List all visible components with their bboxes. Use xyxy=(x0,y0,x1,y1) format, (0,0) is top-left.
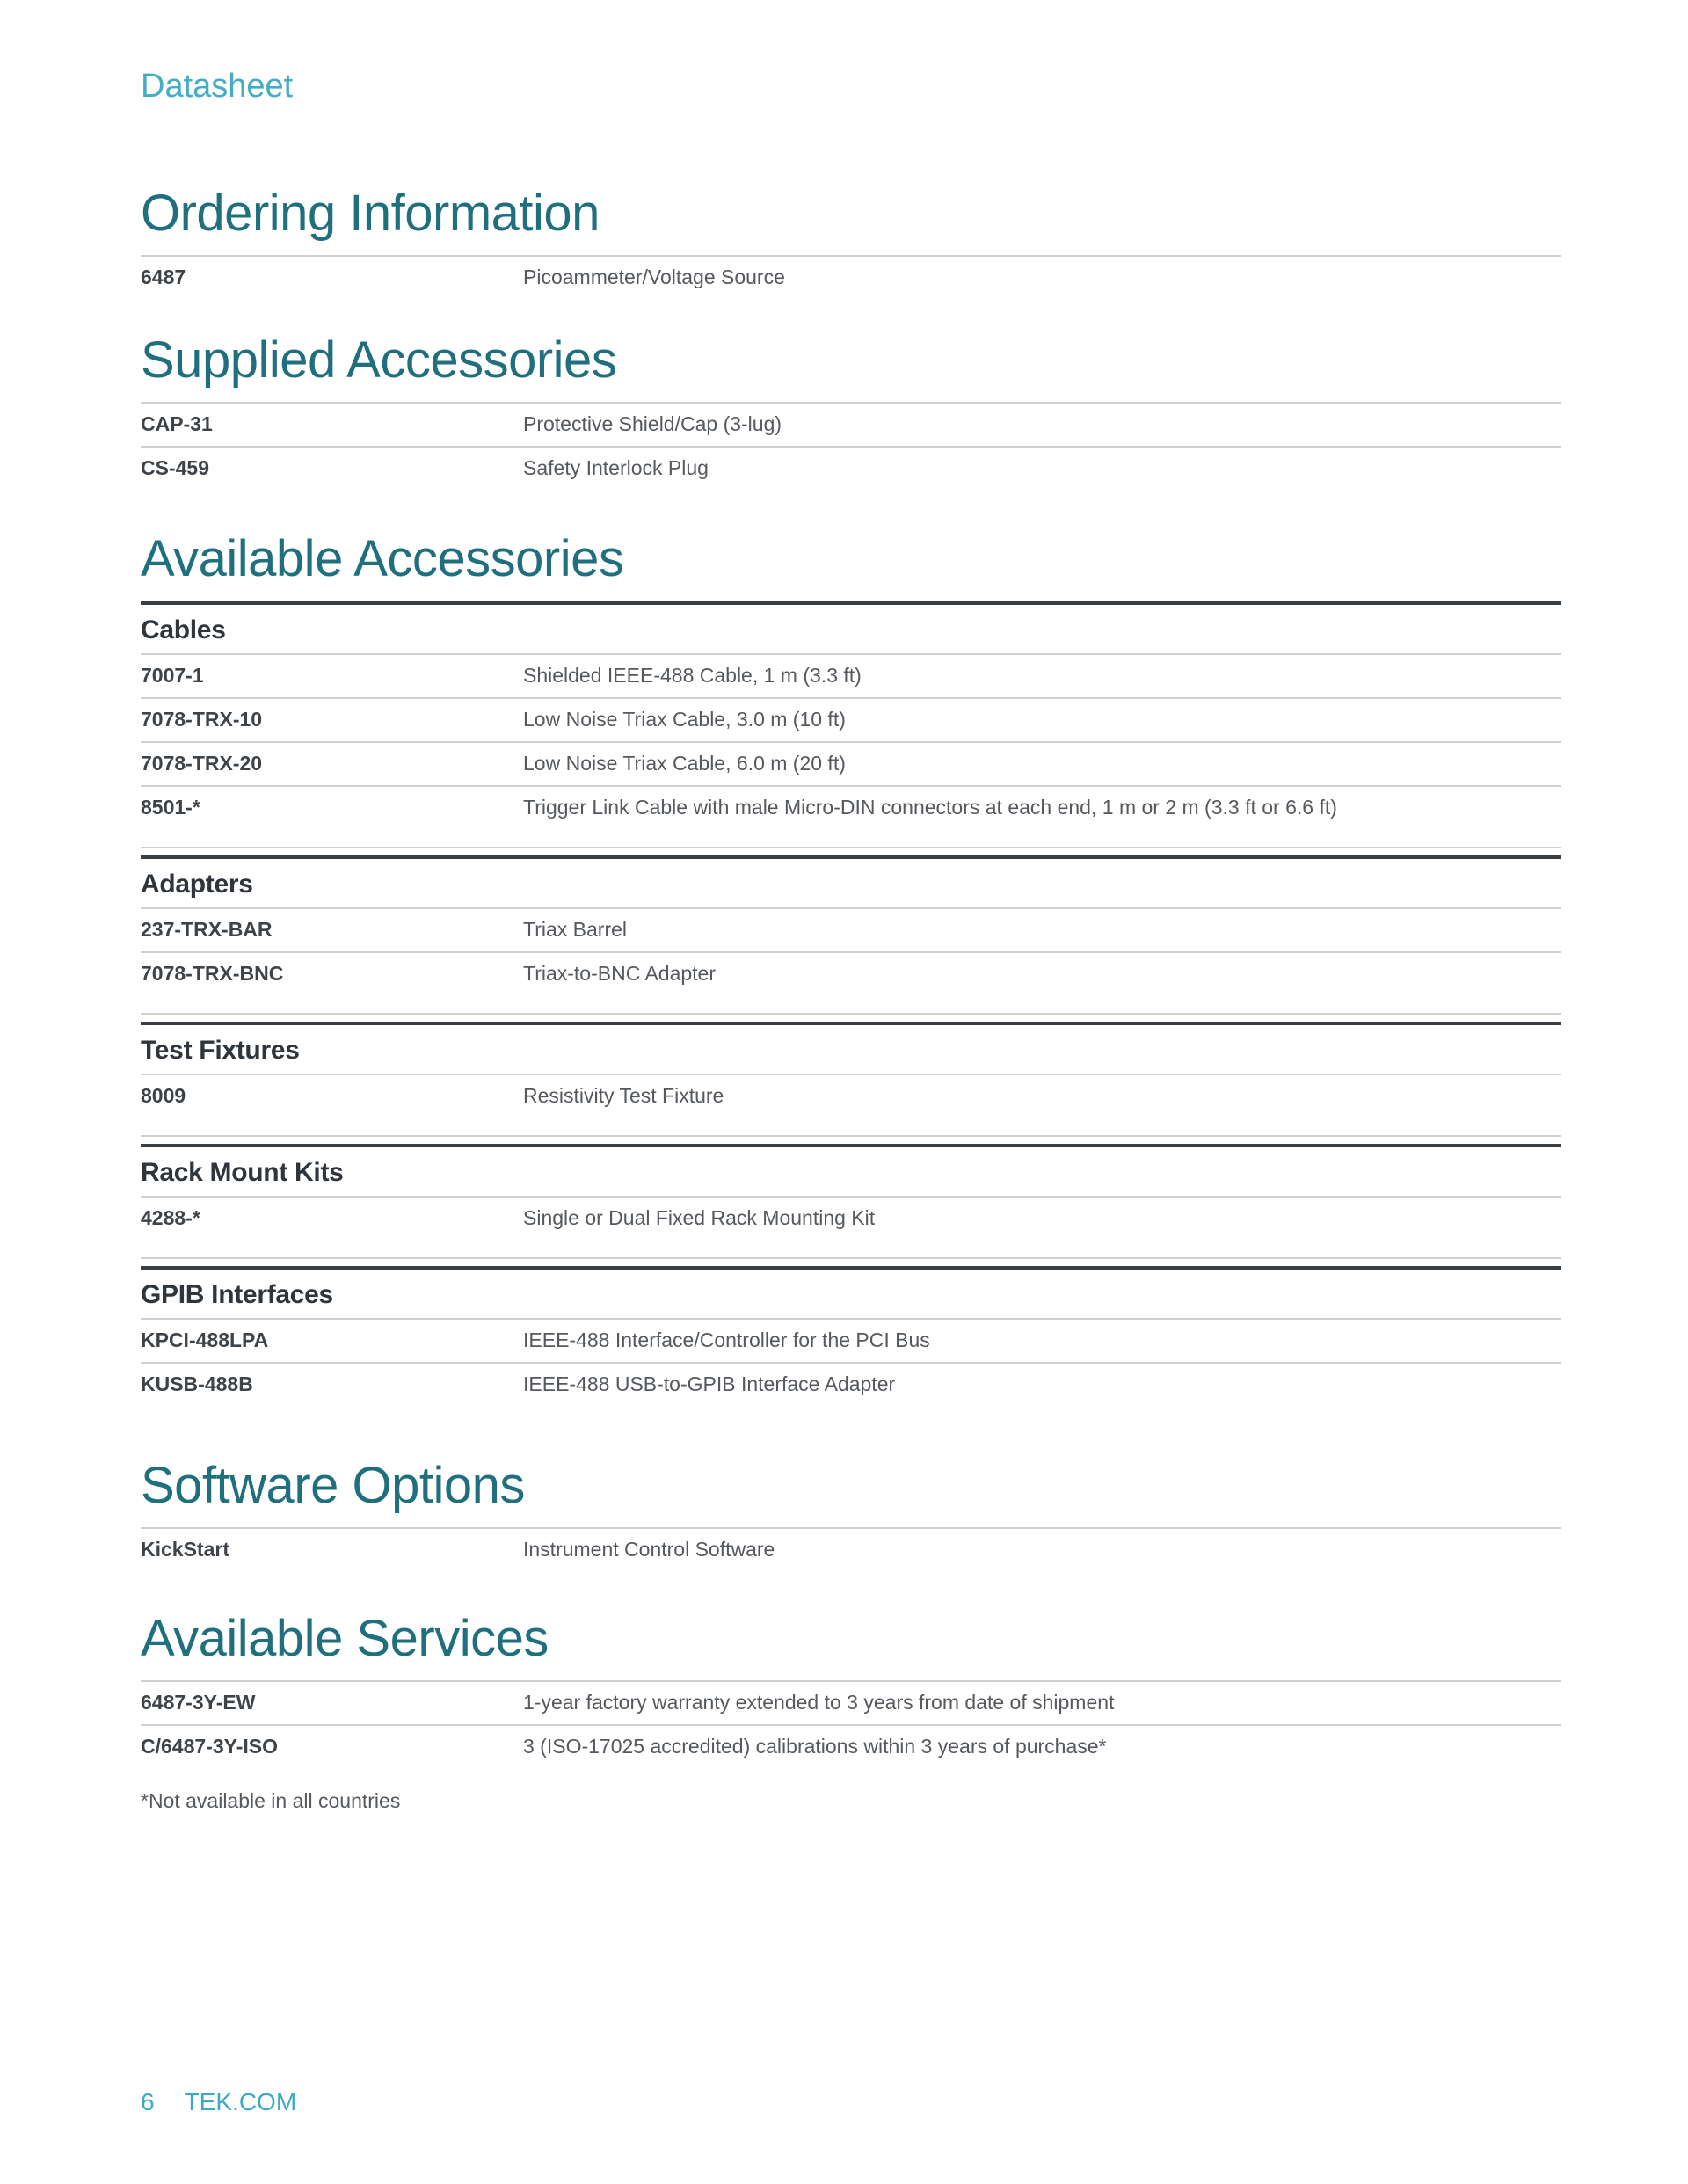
rows-table xyxy=(141,255,1561,299)
table-row xyxy=(141,1362,1561,1423)
table-row xyxy=(141,951,1561,1013)
description-cell: Shielded IEEE-488 Cable, 1 m (3.3 ft) xyxy=(523,664,862,687)
subsection-divider xyxy=(141,847,1561,855)
section-title: Supplied Accessories xyxy=(141,331,617,389)
table-row xyxy=(141,1196,1561,1257)
model-number-cell: 8009 xyxy=(141,1084,186,1107)
model-number-cell: 6487 xyxy=(141,266,186,288)
rows-table xyxy=(141,1680,1561,1768)
model-number-cell: KPCI-488LPA xyxy=(141,1329,269,1351)
page-footer xyxy=(141,2089,296,2115)
subsection-divider xyxy=(141,1013,1561,1022)
rows-table xyxy=(141,653,1561,847)
accessory-subsection xyxy=(141,1266,1561,1423)
model-number-cell: C/6487-3Y-ISO xyxy=(141,1735,278,1758)
tek-com-link[interactable]: TEK.COM xyxy=(184,2088,297,2115)
accessory-subsection xyxy=(141,855,1561,1013)
table-row xyxy=(141,697,1561,741)
model-number-cell: 8501-* xyxy=(141,796,200,819)
table-row xyxy=(141,1527,1561,1571)
model-number-cell: CAP-31 xyxy=(141,412,213,435)
table-row xyxy=(141,402,1561,446)
section-title: Software Options xyxy=(141,1457,525,1514)
section-ordering-information xyxy=(141,185,1561,299)
rows-table xyxy=(141,1527,1561,1571)
accessory-subsection xyxy=(141,1144,1561,1257)
section-title: Available Accessories xyxy=(141,530,624,587)
page-number: 6 xyxy=(141,2088,155,2115)
subsection-divider xyxy=(141,1135,1561,1144)
rows-table xyxy=(141,1074,1561,1135)
description-cell: Triax-to-BNC Adapter xyxy=(523,962,716,985)
rows-table xyxy=(141,1318,1561,1423)
subsection-divider xyxy=(141,1257,1561,1266)
model-number-cell: CS-459 xyxy=(141,456,209,479)
description-cell: Instrument Control Software xyxy=(523,1538,775,1561)
rows-table xyxy=(141,1196,1561,1257)
model-number-cell: 4288-* xyxy=(141,1206,200,1229)
section-supplied-accessories xyxy=(141,331,1561,490)
rows-table xyxy=(141,402,1561,490)
description-cell: Safety Interlock Plug xyxy=(523,456,709,479)
section-title: Ordering Information xyxy=(141,185,600,242)
description-cell: IEEE-488 USB-to-GPIB Interface Adapter xyxy=(523,1372,896,1395)
table-row xyxy=(141,653,1561,697)
section-available-services xyxy=(141,1610,1561,1812)
subsection-title: Cables xyxy=(141,615,226,644)
description-cell: Low Noise Triax Cable, 3.0 m (10 ft) xyxy=(523,708,846,731)
rows-table xyxy=(141,907,1561,1013)
subsection-title: GPIB Interfaces xyxy=(141,1280,333,1309)
subsection-title: Adapters xyxy=(141,870,253,899)
section-title: Available Services xyxy=(141,1610,549,1667)
model-number-cell: 237-TRX-BAR xyxy=(141,918,273,941)
table-row xyxy=(141,446,1561,490)
footnote: *Not available in all countries xyxy=(141,1789,401,1812)
description-cell: Triax Barrel xyxy=(523,918,627,941)
accessory-subsection xyxy=(141,1022,1561,1135)
description-cell: 3 (ISO-17025 accredited) calibrations within 3 years of purchase* xyxy=(523,1735,1107,1758)
model-number-cell: 7078-TRX-10 xyxy=(141,708,263,731)
description-cell: Protective Shield/Cap (3-lug) xyxy=(523,412,782,435)
table-row xyxy=(141,1724,1561,1768)
table-row xyxy=(141,785,1561,847)
table-row xyxy=(141,741,1561,785)
description-cell: IEEE-488 Interface/Controller for the PCI Bus xyxy=(523,1329,930,1351)
accessory-subsection xyxy=(141,601,1561,847)
description-cell: 1-year factory warranty extended to 3 years from date of shipment xyxy=(523,1691,1115,1714)
section-available-accessories xyxy=(141,530,1561,1423)
model-number-cell: 7078-TRX-20 xyxy=(141,752,263,775)
table-row xyxy=(141,1680,1561,1724)
table-row xyxy=(141,1074,1561,1135)
model-number-cell: KUSB-488B xyxy=(141,1372,253,1395)
table-row xyxy=(141,1318,1561,1362)
table-row xyxy=(141,907,1561,951)
description-cell: Picoammeter/Voltage Source xyxy=(523,266,785,288)
model-number-cell: 7007-1 xyxy=(141,664,204,687)
subsection-title: Rack Mount Kits xyxy=(141,1158,344,1187)
subsection-title: Test Fixtures xyxy=(141,1036,300,1065)
model-number-cell: KickStart xyxy=(141,1538,229,1561)
table-row xyxy=(141,255,1561,299)
datasheet-label: Datasheet xyxy=(141,68,294,105)
description-cell: Trigger Link Cable with male Micro-DIN connectors at each end, 1 m or 2 m (3.3 ft or 6.6 ft) xyxy=(523,796,1337,819)
model-number-cell: 6487-3Y-EW xyxy=(141,1691,256,1714)
description-cell: Low Noise Triax Cable, 6.0 m (20 ft) xyxy=(523,752,846,775)
section-software-options xyxy=(141,1457,1561,1571)
description-cell: Single or Dual Fixed Rack Mounting Kit xyxy=(523,1206,876,1229)
description-cell: Resistivity Test Fixture xyxy=(523,1084,724,1107)
model-number-cell: 7078-TRX-BNC xyxy=(141,962,284,985)
accessory-subsections xyxy=(141,601,1561,1423)
